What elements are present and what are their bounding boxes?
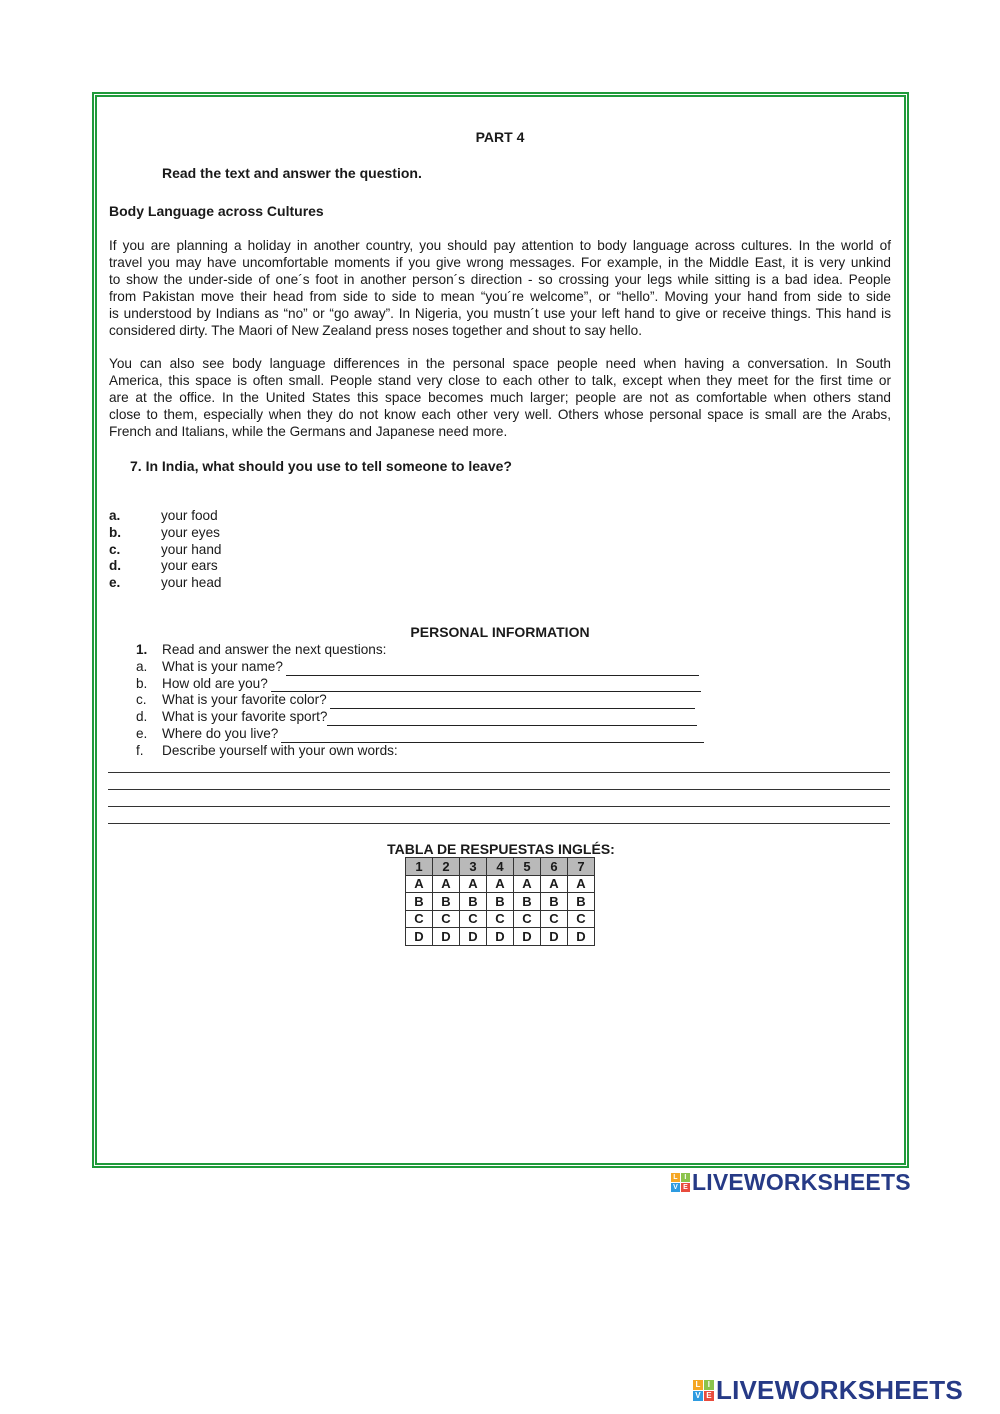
logo-mark-letter: V bbox=[671, 1183, 680, 1192]
logo-mark-letter: E bbox=[681, 1183, 690, 1192]
paragraph-line: If you are planning a holiday in another country, you should pay attention to body language across cultures. In the world of bbox=[109, 238, 891, 253]
paragraph-line: from Pakistan move their head from side to side to mean “you´re welcome”, or “hello”. Moving your hand from side to side bbox=[109, 288, 891, 304]
item-letter: b. bbox=[136, 675, 148, 691]
description-line[interactable] bbox=[108, 806, 890, 807]
table-row bbox=[406, 893, 595, 911]
list-item bbox=[136, 642, 704, 659]
table-cell[interactable]: C bbox=[541, 910, 568, 928]
table-header-cell: 6 bbox=[541, 858, 568, 876]
table-cell[interactable]: D bbox=[568, 928, 595, 946]
paragraph-line: America, this space is often small. People stand very close to each other to talk, except when they meet for the first time or bbox=[109, 372, 891, 388]
logo-mark-icon bbox=[671, 1173, 690, 1192]
item-letter: e. bbox=[136, 725, 148, 741]
paragraph-line: close to them, especially when they do not know each other very well. Others whose personal space is small are the Arabs, bbox=[109, 406, 891, 422]
table-cell[interactable]: D bbox=[487, 928, 514, 946]
table-row bbox=[406, 928, 595, 946]
paragraph-line: travel you may have uncomfortable moments if you give wrong messages. For example, in the Middle East, it is very unkind bbox=[109, 254, 891, 270]
liveworksheets-logo bbox=[671, 1169, 911, 1196]
paragraph-line: You can also see body language differences in the personal space people need when having a conversation. In South bbox=[109, 356, 891, 371]
list-item bbox=[136, 676, 704, 693]
paragraph-line: is understood by Indians as “no” or “go away”. In Nigeria, you mustn´t use your left hand to give or receive things. This hand is bbox=[109, 305, 891, 321]
option-text: your eyes bbox=[161, 524, 220, 540]
table-cell[interactable]: A bbox=[568, 875, 595, 893]
description-line[interactable] bbox=[108, 772, 890, 773]
logo-mark-letter: V bbox=[693, 1391, 703, 1401]
table-cell[interactable]: C bbox=[406, 910, 433, 928]
color-answer-line[interactable] bbox=[330, 696, 695, 709]
personal-info-list bbox=[136, 642, 704, 760]
option-text: your food bbox=[161, 508, 218, 523]
list-item bbox=[136, 659, 704, 676]
table-cell[interactable]: B bbox=[541, 893, 568, 911]
item-number: 1. bbox=[136, 642, 148, 657]
item-letter: a. bbox=[136, 658, 148, 674]
table-row bbox=[406, 910, 595, 928]
option-text: your head bbox=[161, 575, 222, 591]
table-cell[interactable]: B bbox=[487, 893, 514, 911]
item-letter: c. bbox=[136, 692, 147, 708]
table-cell[interactable]: D bbox=[541, 928, 568, 946]
logo-text: LIVEWORKSHEETS bbox=[692, 1169, 911, 1195]
liveworksheets-logo bbox=[693, 1375, 963, 1406]
table-cell[interactable]: B bbox=[514, 893, 541, 911]
item-text: What is your favorite color? bbox=[162, 692, 327, 708]
table-row bbox=[406, 875, 595, 893]
logo-mark-letter: L bbox=[693, 1380, 703, 1390]
description-line[interactable] bbox=[108, 823, 890, 824]
option-letter: c. bbox=[109, 541, 121, 557]
table-cell[interactable]: B bbox=[568, 893, 595, 911]
option-text: your ears bbox=[161, 558, 218, 574]
option-e[interactable] bbox=[109, 575, 221, 592]
option-letter: d. bbox=[109, 558, 122, 574]
table-cell[interactable]: C bbox=[568, 910, 595, 928]
age-answer-line[interactable] bbox=[271, 679, 701, 692]
logo-mark-letter: I bbox=[704, 1380, 714, 1390]
list-item bbox=[136, 743, 704, 760]
list-item bbox=[136, 692, 704, 709]
answer-table bbox=[405, 857, 595, 946]
table-header-cell: 3 bbox=[460, 858, 487, 876]
personal-info-title: PERSONAL INFORMATION bbox=[410, 624, 590, 640]
table-header-cell: 4 bbox=[487, 858, 514, 876]
paragraph-line: are at the office. In the United States this space becomes much larger; people are not as comfortable when others stand bbox=[109, 389, 891, 405]
table-cell[interactable]: A bbox=[406, 875, 433, 893]
table-cell[interactable]: A bbox=[514, 875, 541, 893]
table-header-cell: 7 bbox=[568, 858, 595, 876]
table-cell[interactable]: A bbox=[460, 875, 487, 893]
logo-mark-letter: L bbox=[671, 1173, 680, 1182]
table-header-cell: 5 bbox=[514, 858, 541, 876]
option-text: your hand bbox=[161, 541, 222, 557]
option-letter: e. bbox=[109, 575, 121, 591]
option-d[interactable] bbox=[109, 558, 221, 575]
table-cell[interactable]: B bbox=[433, 893, 460, 911]
table-cell[interactable]: C bbox=[460, 910, 487, 928]
table-cell[interactable]: A bbox=[487, 875, 514, 893]
option-a[interactable] bbox=[109, 508, 221, 525]
answer-table-title: TABLA DE RESPUESTAS INGLÉS: bbox=[387, 841, 615, 857]
table-cell[interactable]: D bbox=[406, 928, 433, 946]
answer-options bbox=[109, 508, 221, 592]
logo-mark-letter: I bbox=[681, 1173, 690, 1182]
sport-answer-line[interactable] bbox=[327, 713, 697, 726]
reading-title: Body Language across Cultures bbox=[109, 203, 324, 219]
item-text: Where do you live? bbox=[162, 725, 279, 741]
option-letter: a. bbox=[109, 508, 121, 523]
table-header-cell: 2 bbox=[433, 858, 460, 876]
logo-text: LIVEWORKSHEETS bbox=[716, 1375, 963, 1405]
item-text: Read and answer the next questions: bbox=[162, 642, 387, 657]
table-cell[interactable]: D bbox=[460, 928, 487, 946]
option-c[interactable] bbox=[109, 542, 221, 559]
item-letter: f. bbox=[136, 742, 144, 758]
item-text: How old are you? bbox=[162, 675, 268, 691]
list-item bbox=[136, 709, 704, 726]
table-cell[interactable]: D bbox=[433, 928, 460, 946]
description-line[interactable] bbox=[108, 789, 890, 790]
paragraph-line: to show the under-side of one´s foot in another person´s direction - so crossing your legs while sitting is a bad idea. People bbox=[109, 271, 891, 287]
table-cell[interactable]: A bbox=[433, 875, 460, 893]
table-cell[interactable]: D bbox=[514, 928, 541, 946]
item-letter: d. bbox=[136, 709, 148, 725]
reading-paragraph-2 bbox=[109, 356, 891, 441]
table-header-row bbox=[406, 858, 595, 876]
list-item bbox=[136, 726, 704, 743]
table-cell[interactable]: A bbox=[541, 875, 568, 893]
home-answer-line[interactable] bbox=[281, 730, 704, 743]
logo-mark-icon bbox=[693, 1380, 714, 1401]
instruction: Read the text and answer the question. bbox=[162, 165, 422, 181]
paragraph-line: considered dirty. The Maori of New Zealand press noses together and shout to say hello. bbox=[109, 322, 642, 338]
table-cell[interactable]: C bbox=[514, 910, 541, 928]
table-cell[interactable]: B bbox=[406, 893, 433, 911]
reading-paragraph-1 bbox=[109, 238, 891, 339]
table-header-cell: 1 bbox=[406, 858, 433, 876]
logo-mark-letter: E bbox=[704, 1391, 714, 1401]
name-answer-line[interactable] bbox=[286, 663, 699, 676]
paragraph-line: French and Italians, while the Germans and Japanese need more. bbox=[109, 423, 508, 439]
item-text: What is your favorite sport? bbox=[162, 709, 328, 725]
table-cell[interactable]: C bbox=[433, 910, 460, 928]
item-text: What is your name? bbox=[162, 658, 283, 674]
table-cell[interactable]: C bbox=[487, 910, 514, 928]
part-title: PART 4 bbox=[475, 129, 525, 145]
table-cell[interactable]: B bbox=[460, 893, 487, 911]
option-b[interactable] bbox=[109, 525, 221, 542]
option-letter: b. bbox=[109, 524, 122, 540]
item-text: Describe yourself with your own words: bbox=[162, 742, 398, 758]
question-7: 7. In India, what should you use to tell someone to leave? bbox=[130, 458, 512, 474]
